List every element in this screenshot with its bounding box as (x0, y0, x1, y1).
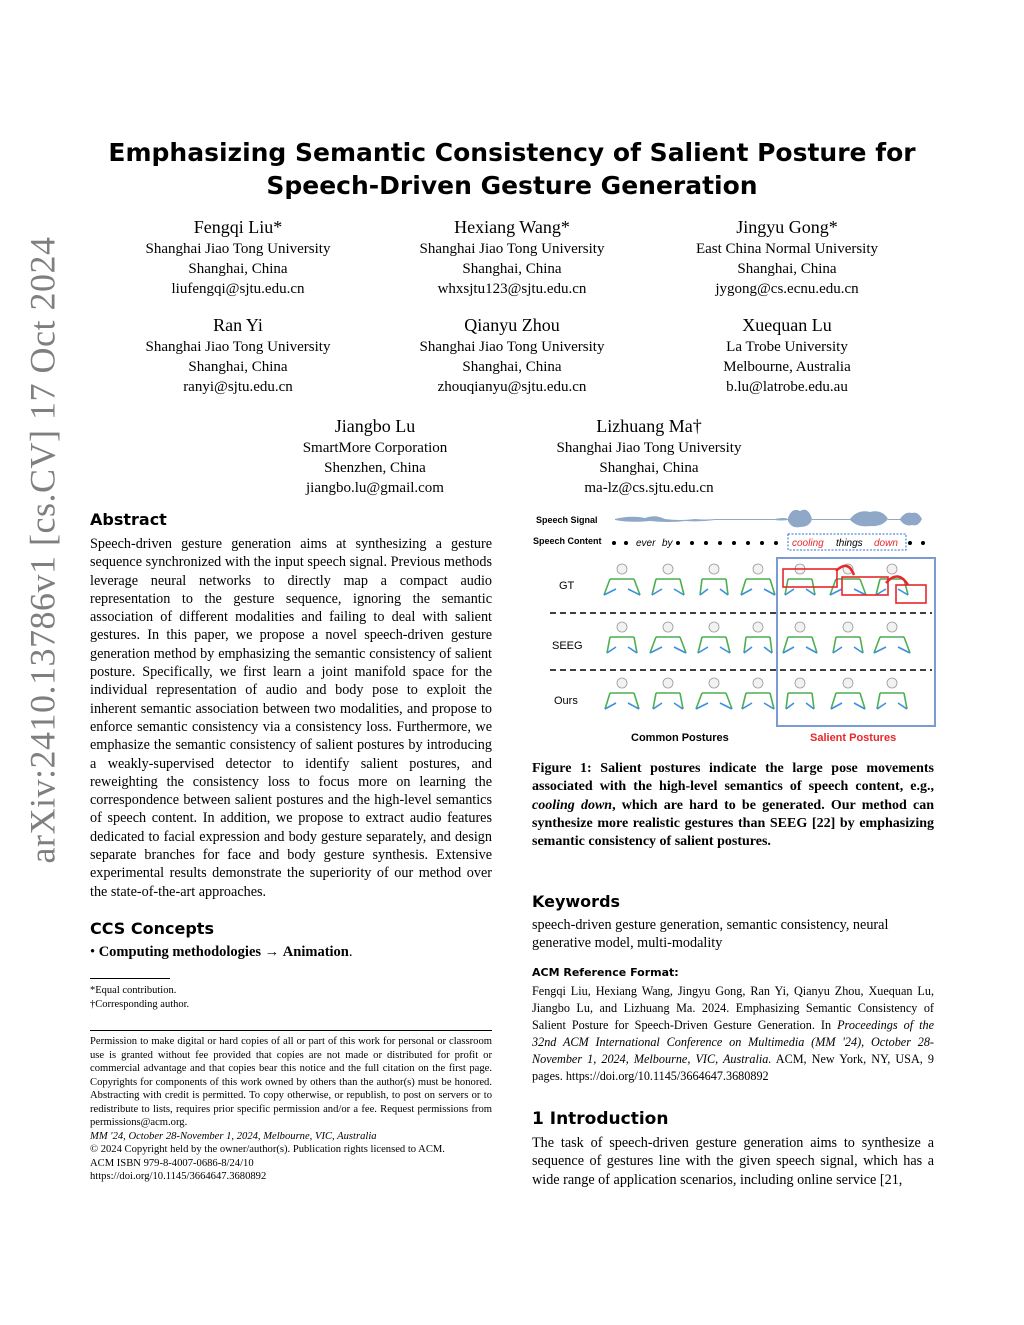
author-name: Fengqi Liu* (193, 217, 283, 237)
author-block (245, 414, 505, 498)
permission-isbn: ACM ISBN 979-8-4007-0686-8/24/10 (90, 1157, 254, 1169)
author-name: Xuequan Lu (742, 315, 832, 335)
figure-1 (530, 505, 936, 750)
pose-figure (652, 564, 684, 595)
author-location: Melbourne, Australia (723, 359, 851, 375)
author-name: Qianyu Zhou (464, 315, 560, 335)
title-line-2: Speech-Driven Gesture Generation (266, 171, 758, 200)
pose-figure (696, 678, 732, 709)
acm-reference-text (532, 983, 934, 1085)
common-postures-label: Common Postures (631, 732, 729, 744)
speech-waveform (615, 510, 922, 528)
author-email: liufengqi@sjtu.edu.cn (171, 281, 305, 297)
ccs-bullet: • (90, 944, 96, 960)
author-email: b.lu@latrobe.edu.au (726, 379, 848, 395)
row-label-seeg: SEEG (552, 640, 583, 652)
abstract-text: Speech-driven gesture generation aims at synthesizing a gesture sequence synchronized with the input speech signal. Previous methods leverage neural networks to directly map a compact audio representation to the gesture sequence, ignoring the semantic association of different modalities and failing to deal with salient gestures. In this paper, we propose a novel speech-driven gesture generation method by emphasizing the semantic consistency of salient posture. Specifically, we first learn a joint manifold space for the individual representation of audio and body pose to exploit the inherent semantic association between two modalities, and propose to enforce semantic consistency via a consistency loss. Furthermore, we emphasize the semantic consistency of salient postures by introducing a weakly-supervised detector to identify salient postures, and reweighting the consistency loss to focus more on learning the correspondence between salient postures and the high-level semantics of speech content. In addition, we propose to extract audio features dedicated to facial expression and body gesture separately, and design separate branches for face and body gesture synthesis. Extensive experimental results demonstrate the superiority of our method over the state-of-the-art approaches. (90, 536, 492, 900)
author-name: Jiangbo Lu (334, 416, 416, 436)
word-by: by (662, 538, 673, 549)
author-name: Ran Yi (213, 315, 263, 335)
author-email: whxsjtu123@sjtu.edu.cn (437, 281, 587, 297)
salient-region-box (777, 558, 935, 726)
author-name: Lizhuang Ma† (596, 416, 702, 436)
introduction-heading: 1 Introduction (532, 1109, 669, 1129)
author-email: ranyi@sjtu.edu.cn (183, 379, 293, 395)
introduction-text: The task of speech-driven gesture generation aims to synthesize a sequence of gestures line with the given speech signal, which has a wide range of application scenarios, including online service [21, (532, 1135, 934, 1188)
pose-figure (831, 678, 865, 709)
arxiv-stamp (10, 140, 74, 960)
salient-pose-box (896, 585, 926, 603)
author-block (382, 313, 642, 397)
figure-1-graphic (530, 505, 936, 750)
footnote-corresponding: †Corresponding author. (90, 999, 190, 1010)
pose-figure (653, 678, 683, 709)
pose-figure (786, 678, 814, 709)
ccs-period: . (348, 944, 353, 960)
speech-content-label: Speech Content (533, 536, 602, 546)
word-down: down (874, 538, 898, 549)
acm-ref-part-1: Fengqi Liu, Hexiang Wang, Jingyu Gong, Ran Yi, Qianyu Zhou, Xuequan Lu, Jiangbo Lu, and Lizhuang Ma. 2024. Emphasizing Semantic Consistency of Salient Posture for Speech-Driven Gesture Generation. In (532, 984, 934, 1032)
figure-caption (532, 760, 934, 851)
author-email: ma-lz@cs.sjtu.edu.cn (584, 480, 714, 496)
abstract-heading: Abstract (90, 510, 167, 529)
footnote-equal: *Equal contribution. (90, 985, 177, 996)
pose-figure (877, 678, 907, 709)
author-affiliation: SmartMore Corporation (302, 440, 448, 456)
keywords-text: speech-driven gesture generation, semantic consistency, neural generative model, multi-modality (532, 917, 889, 952)
pose-figure (742, 678, 774, 709)
caption-part-1: Figure 1: Salient postures indicate the large pose movements associated with the high-level semantics of speech content, e.g., (532, 761, 934, 795)
pose-figure (744, 622, 772, 653)
pose-figure (741, 564, 775, 595)
author-name: Hexiang Wang* (454, 217, 570, 237)
speech-signal-label: Speech Signal (536, 515, 598, 525)
acm-ref-part-2: ACM, New York, NY, USA, 9 pages. https://doi.org/10.1145/3664647.3680892 (532, 1052, 934, 1083)
footnotes (90, 984, 492, 1012)
author-block (108, 215, 368, 299)
author-name: Jingyu Gong* (736, 217, 838, 237)
pose-figure (833, 622, 863, 653)
author-location: Shanghai, China (599, 460, 699, 476)
author-location: Shanghai, China (188, 359, 288, 375)
pose-figure (698, 622, 730, 653)
author-affiliation: Shanghai Jiao Tong University (145, 241, 331, 257)
caption-italic: cooling down (532, 797, 613, 813)
ccs-heading: CCS Concepts (90, 919, 214, 938)
pose-figure (607, 622, 637, 653)
word-things: things (836, 538, 863, 549)
footnote-rule (90, 978, 170, 979)
arxiv-id: arXiv:2410.13786v1 [cs.CV] 17 Oct 2024 (22, 236, 63, 864)
title-line-1: Emphasizing Semantic Consistency of Salient Posture for (108, 138, 916, 167)
keywords-heading: Keywords (532, 892, 621, 911)
permission-rule (90, 1030, 492, 1031)
ccs-concepts (90, 943, 492, 961)
acm-ref-italic: Proceedings of the 32nd ACM International Conference on Multimedia (MM '24), October 28-November 1, 2024, Melbourne, VIC, Australia. (532, 1018, 934, 1066)
ccs-term-1: Computing methodologies (98, 944, 262, 960)
paper-title (90, 136, 934, 202)
author-affiliation: Shanghai Jiao Tong University (419, 241, 605, 257)
author-email: zhouqianyu@sjtu.edu.cn (437, 379, 587, 395)
permission-copyright: © 2024 Copyright held by the owner/author(s). Publication rights licensed to ACM. (90, 1144, 445, 1155)
author-block (108, 313, 368, 397)
author-affiliation: Shanghai Jiao Tong University (145, 339, 331, 355)
ccs-term-2: Animation (282, 944, 349, 960)
author-location: Shanghai, China (188, 261, 288, 277)
permission-venue: MM '24, October 28-November 1, 2024, Melbourne, VIC, Australia (90, 1130, 377, 1142)
author-email: jygong@cs.ecnu.edu.cn (715, 281, 859, 297)
pose-figure (700, 564, 728, 595)
word-ever: ever (636, 538, 656, 549)
pose-figure (604, 564, 640, 595)
pose-figure (783, 622, 817, 653)
author-location: Shanghai, China (462, 261, 562, 277)
author-location: Shenzhen, China (324, 460, 426, 476)
row-label-ours: Ours (554, 695, 578, 707)
pose-figure (874, 622, 910, 653)
pose-figure (650, 622, 686, 653)
word-cooling: cooling (792, 538, 824, 549)
pose-figure (605, 678, 639, 709)
salient-postures-label: Salient Postures (810, 732, 897, 744)
salient-pose-box (783, 569, 837, 587)
caption-part-2: , which are hard to be generated. Our method can synthesize more realistic gestures than SEEG [22] by emphasizing semantic consistency of salient postures. (532, 797, 934, 850)
author-affiliation: Shanghai Jiao Tong University (419, 339, 605, 355)
row-label-gt: GT (559, 580, 575, 592)
author-affiliation: East China Normal University (695, 241, 879, 257)
author-affiliation: Shanghai Jiao Tong University (556, 440, 742, 456)
author-block (657, 313, 917, 397)
acm-reference-heading: ACM Reference Format: (532, 966, 679, 979)
author-email: jiangbo.lu@gmail.com (306, 480, 444, 496)
ccs-arrow: → (264, 944, 280, 960)
author-location: Shanghai, China (737, 261, 837, 277)
permission-text: Permission to make digital or hard copies of all or part of this work for personal or classroom use is granted without fee provided that copies are not made or distributed for profit or commercial advantage and that copies bear this notice and the full citation on the first page. Copyrights for components of this work owned by others than the author(s) must be honored. Abstracting with credit is permitted. To copy otherwise, or republish, to post on servers or to redistribute to lists, requires prior specific permission and/or a fee. Request permissions from permissions@acm.org. (90, 1036, 492, 1128)
permission-block (90, 1035, 492, 1184)
author-location: Shanghai, China (462, 359, 562, 375)
permission-doi: https://doi.org/10.1145/3664647.3680892 (90, 1171, 267, 1182)
pose-grid (604, 564, 910, 709)
author-block (519, 414, 779, 498)
author-block (657, 215, 917, 299)
author-block (382, 215, 642, 299)
author-affiliation: La Trobe University (726, 339, 848, 355)
